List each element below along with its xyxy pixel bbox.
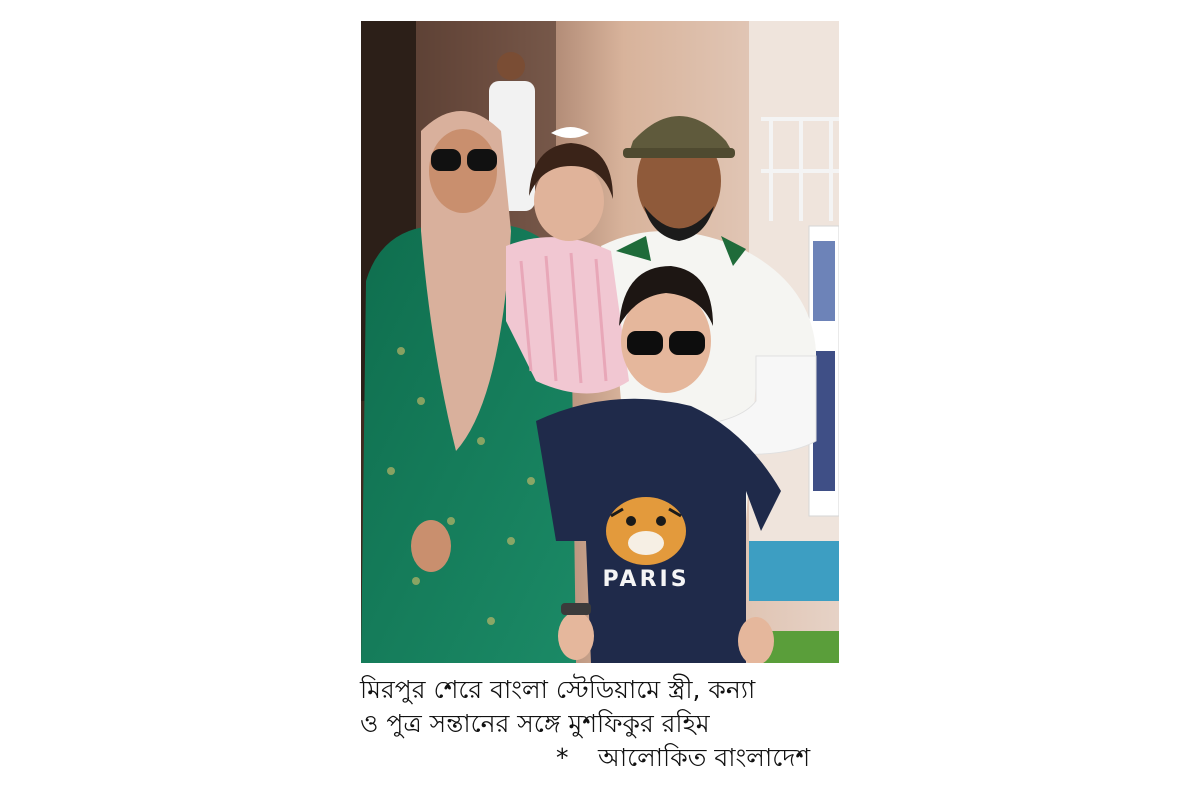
boy-sunglasses-right xyxy=(669,331,705,355)
family-photo-illustration xyxy=(361,21,839,663)
boy-watch xyxy=(561,603,591,615)
woman-sunglasses-right xyxy=(467,149,497,171)
shirt-print-text: PARIS xyxy=(602,567,690,592)
woman-hand xyxy=(411,520,451,572)
blue-barrier xyxy=(749,541,839,601)
family-photo xyxy=(361,21,839,663)
tiger-print xyxy=(606,497,686,565)
caption-line-2: ও পুত্র সন্তানের সঙ্গে মুশফিকুর রহিম xyxy=(360,709,710,738)
advert-panel-top xyxy=(813,241,835,321)
boy-hand-right xyxy=(738,617,774,663)
woman-sunglasses-left xyxy=(431,149,461,171)
boy-hand-left xyxy=(558,612,594,660)
man-cap-brim xyxy=(623,148,735,158)
caption-line-1: মিরপুর শেরে বাংলা স্টেডিয়ামে স্ত্রী, কন্যা xyxy=(360,675,756,704)
boy-sunglasses-left xyxy=(627,331,663,355)
credit-marker: * xyxy=(556,743,569,772)
credit-source: আলোকিত বাংলাদেশ xyxy=(597,743,811,772)
photo-credit xyxy=(360,741,844,775)
guard-head xyxy=(497,52,525,80)
news-clipping xyxy=(360,18,844,793)
photo-caption xyxy=(360,673,844,775)
